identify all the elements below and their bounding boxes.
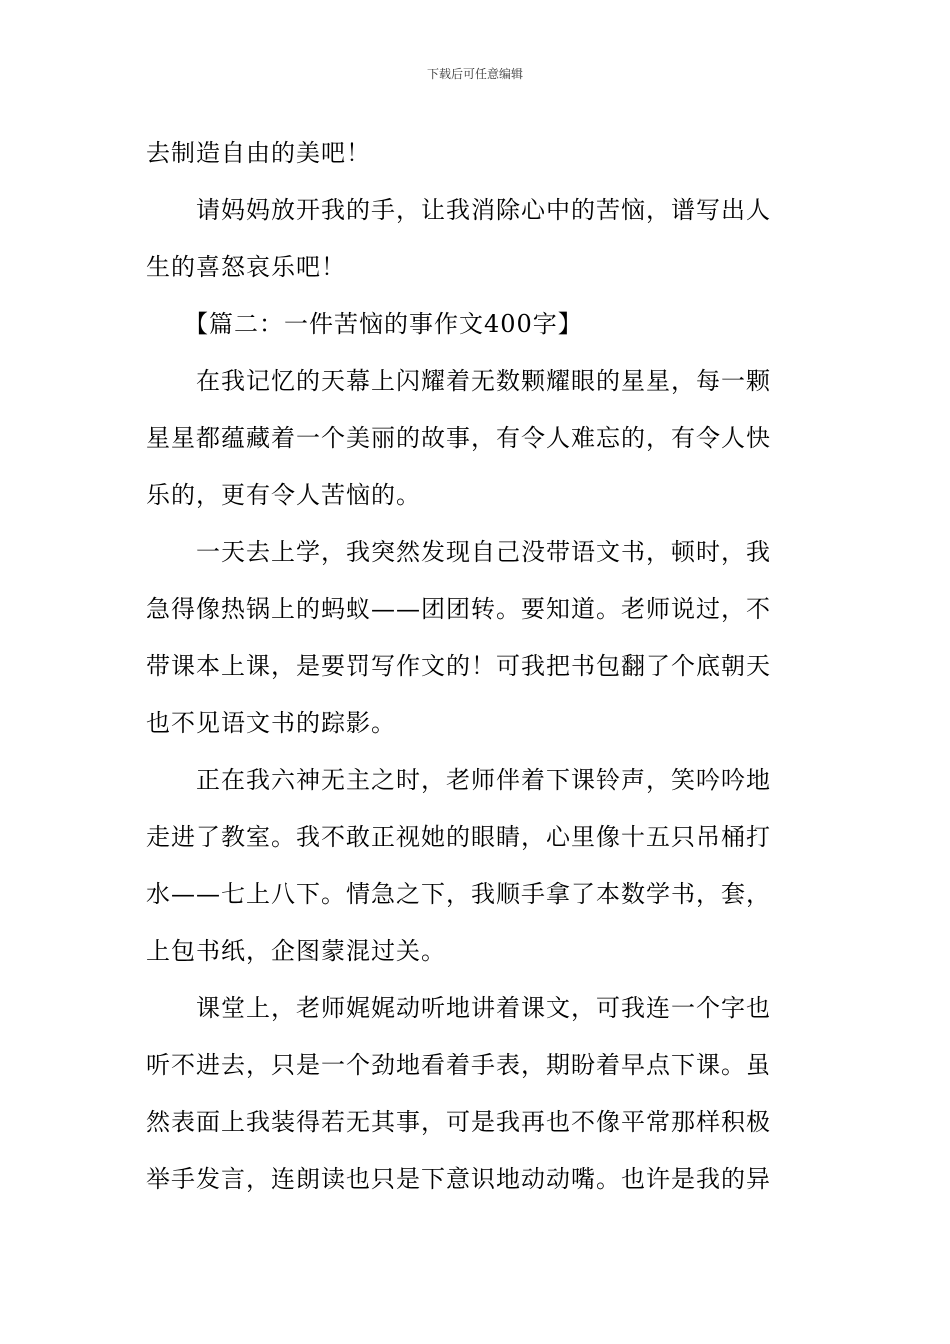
text-line: 带课本上课，是要罚写作文的！可我把书包翻了个底朝天 <box>146 652 771 680</box>
text-line: 正在我六神无主之时，老师伴着下课铃声，笑吟吟地 <box>146 766 771 794</box>
page-header: 下载后可任意编辑 <box>426 67 523 81</box>
document-body <box>146 125 808 1208</box>
text-line: 也不见语文书的踪影。 <box>146 709 396 737</box>
text-line: 举手发言，连朗读也只是下意识地动动嘴。也许是我的异 <box>146 1165 771 1193</box>
text-line: 听不进去，只是一个劲地看着手表，期盼着早点下课。虽 <box>146 1051 771 1079</box>
text-line: 去制造自由的美吧！ <box>146 139 371 167</box>
text-line: 上包书纸，企图蒙混过关。 <box>146 937 446 965</box>
text-line: 请妈妈放开我的手，让我消除心中的苦恼，谱写出人 <box>146 196 771 224</box>
section-heading: 【篇二：一件苦恼的事作文400字】 <box>146 310 583 338</box>
text-line: 乐的，更有令人苦恼的。 <box>146 481 421 509</box>
text-line: 课堂上，老师娓娓动听地讲着课文，可我连一个字也 <box>146 994 771 1022</box>
text-line: 急得像热锅上的蚂蚁——团团转。要知道。老师说过，不 <box>146 595 771 623</box>
text-line: 星星都蕴藏着一个美丽的故事，有令人难忘的，有令人快 <box>146 424 771 452</box>
text-line: 在我记忆的天幕上闪耀着无数颗耀眼的星星，每一颗 <box>146 367 771 395</box>
text-line: 走进了教室。我不敢正视她的眼睛，心里像十五只吊桶打 <box>146 823 771 851</box>
text-line: 水——七上八下。情急之下，我顺手拿了本数学书，套， <box>146 880 771 908</box>
text-line: 生的喜怒哀乐吧！ <box>146 253 346 281</box>
text-line: 然表面上我装得若无其事，可是我再也不像平常那样积极 <box>146 1108 771 1136</box>
text-line: 一天去上学，我突然发现自己没带语文书，顿时，我 <box>146 538 771 566</box>
